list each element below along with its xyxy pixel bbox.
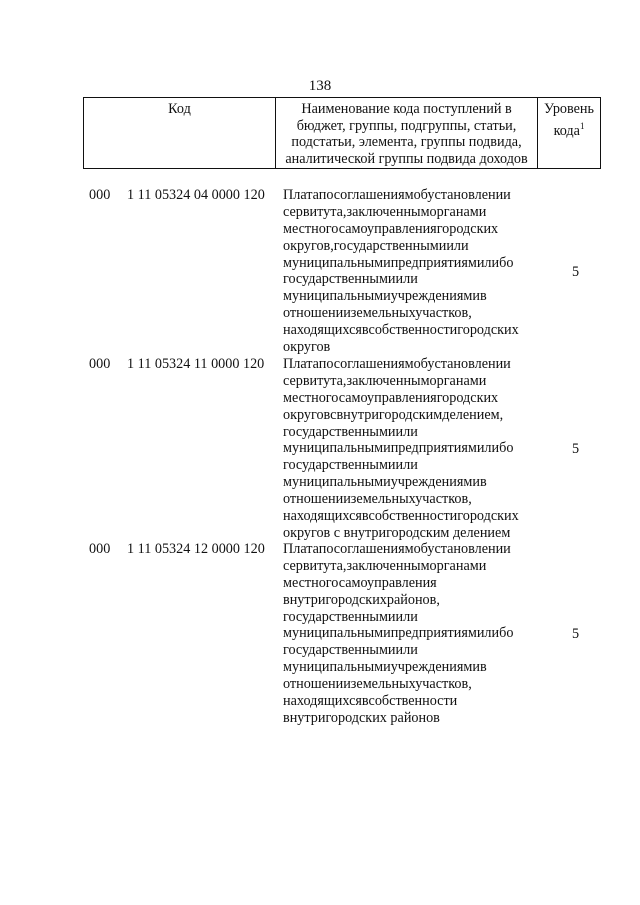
page-number: 138: [308, 78, 332, 94]
revenue-code: 1 11 05324 11 0000 120: [127, 356, 265, 372]
description-line: муниципальнымипредприятиямилибо: [283, 440, 514, 457]
header-name-line: бюджет, группы, подгруппы, статьи,: [296, 117, 517, 134]
code-level: 5: [572, 626, 580, 642]
description-line: округов с внутригородским делением: [283, 524, 511, 541]
table-header: [83, 97, 601, 169]
code-level: 5: [572, 264, 580, 280]
header-level-line2: кода: [553, 122, 580, 139]
description-line: находящихсявсобственностигородских: [283, 508, 519, 525]
description-line: внутригородскихрайонов,: [283, 591, 440, 608]
description-line: государственнымиили: [283, 642, 418, 659]
code-description: [283, 541, 539, 727]
admin-code: 000: [89, 541, 111, 557]
header-level-line1: Уровень: [544, 101, 594, 117]
description-line: сервитута,заключенныморганами: [283, 557, 487, 574]
description-line: находящихсявсобственности: [283, 693, 458, 710]
description-line: Платапосоглашениямобустановлении: [283, 541, 511, 557]
revenue-code: 1 11 05324 12 0000 120: [127, 541, 265, 557]
description-line: округовсвнутригородскимделением,: [283, 406, 504, 423]
description-line: Платапосоглашениямобустановлении: [283, 356, 511, 372]
description-line: отношенииземельныхучастков,: [283, 676, 472, 693]
description-line: государственнымиили: [283, 457, 418, 474]
description-line: отношенииземельныхучастков,: [283, 305, 472, 322]
header-code: Код: [168, 101, 191, 117]
revenue-code: 1 11 05324 04 0000 120: [127, 187, 265, 203]
footnote-marker: 1: [579, 120, 585, 131]
description-line: внутригородских районов: [283, 709, 440, 726]
description-line: сервитута,заключенныморганами: [283, 203, 487, 220]
description-line: отношенииземельныхучастков,: [283, 491, 472, 508]
admin-code: 000: [89, 356, 111, 372]
description-line: местногосамоуправлениягородских: [283, 220, 499, 237]
description-line: округов,государственнымиили: [283, 237, 469, 254]
description-line: муниципальнымипредприятиямилибо: [283, 625, 514, 642]
description-line: сервитута,заключенныморганами: [283, 372, 487, 389]
code-level: 5: [572, 441, 580, 457]
description-line: местногосамоуправлениягородских: [283, 389, 499, 406]
code-description: [283, 356, 539, 542]
header-level-cell: [538, 98, 601, 169]
description-line: государственнымиили: [283, 271, 418, 288]
header-name-line: аналитической группы подвида доходов: [285, 150, 528, 167]
description-line: местногосамоуправления: [283, 574, 437, 591]
description-line: государственнымиили: [283, 423, 418, 440]
header-name-line: Наименование кода поступлений в: [301, 101, 512, 117]
description-line: округов: [283, 339, 331, 356]
description-line: муниципальнымиучреждениямив: [283, 474, 487, 491]
header-code-cell: [84, 98, 276, 169]
description-line: государственнымиили: [283, 608, 418, 625]
admin-code: 000: [89, 187, 111, 203]
description-line: находящихсявсобственностигородских: [283, 322, 519, 339]
header-name-line: подстатьи, элемента, группы подвида,: [291, 134, 522, 150]
description-line: муниципальнымиучреждениямив: [283, 659, 487, 676]
code-description: [283, 187, 539, 356]
description-line: муниципальнымиучреждениямив: [283, 288, 487, 305]
description-line: Платапосоглашениямобустановлении: [283, 187, 511, 203]
description-line: муниципальнымипредприятиямилибо: [283, 254, 514, 271]
header-name-cell: [276, 98, 538, 169]
